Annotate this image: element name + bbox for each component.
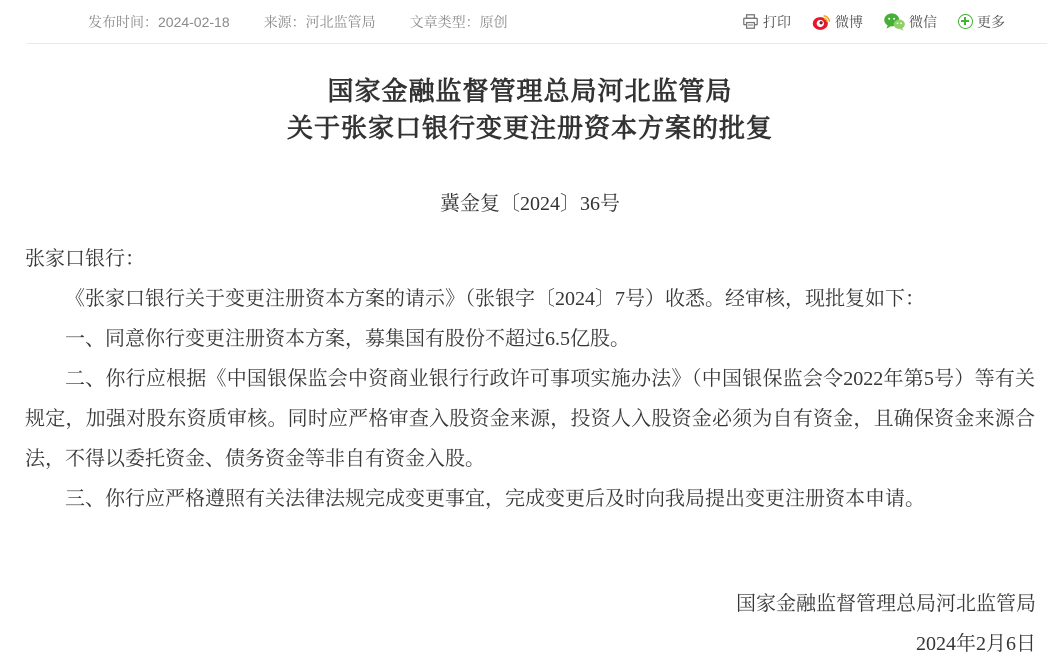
share-toolbar [742, 12, 1047, 32]
share-wechat-button[interactable] [884, 12, 937, 32]
paragraph-intro: 《张家口银行关于变更注册资本方案的请示》（张银字〔2024〕7号）收悉。经审核，现批复如下： [65, 288, 925, 310]
document-title-line2: 关于张家口银行变更注册资本方案的批复 [286, 113, 773, 143]
paragraph-item-2: 二、你行应根据《中国银保监会中资商业银行行政许可事项实施办法》（中国银保监会令2022年第5号）等有关规定，加强对股东资质审核。同时应严格审查入股资金来源，投资人入股资金必须为自有资金，且确保资金来源合法，不得以委托资金、债务资金等非自有资金入股。 [25, 368, 1035, 470]
document-title-line1: 国家金融监督管理总局河北监管局 [327, 76, 733, 106]
print-button[interactable] [742, 12, 791, 32]
document-body [0, 239, 1060, 519]
print-label: 打印 [763, 13, 791, 30]
document-title [0, 73, 1060, 147]
signature-authority: 国家金融监督管理总局河北监管局 [736, 593, 1036, 615]
weibo-label: 微博 [835, 13, 863, 30]
printer-icon [742, 13, 759, 30]
meta-info [27, 12, 508, 32]
publish-time-value: 2024-02-18 [158, 13, 230, 30]
signature-block [0, 589, 1060, 659]
plus-circle-icon [958, 14, 973, 29]
salutation: 张家口银行： [25, 248, 145, 270]
publish-time [88, 12, 230, 32]
weibo-icon [812, 12, 831, 31]
article-meta-bar [27, 0, 1047, 44]
article-type-value: 原创 [479, 13, 508, 30]
wechat-label: 微信 [909, 13, 937, 30]
document-number: 冀金复〔2024〕36号 [440, 193, 620, 215]
article-type-label: 文章类型： [409, 13, 480, 30]
share-weibo-button[interactable] [812, 12, 863, 32]
more-label: 更多 [977, 13, 1005, 30]
publish-time-label: 发布时间： [88, 13, 158, 30]
signature-date: 2024年2月6日 [916, 633, 1036, 655]
source [264, 12, 376, 32]
source-label: 来源： [263, 13, 306, 30]
paragraph-item-1: 一、同意你行变更注册资本方案，募集国有股份不超过6.5亿股。 [65, 328, 630, 350]
paragraph-item-3: 三、你行应严格遵照有关法律法规完成变更事宜，完成变更后及时向我局提出变更注册资本申请。 [65, 488, 925, 510]
wechat-icon [884, 12, 905, 31]
article-type [410, 12, 508, 32]
more-share-button[interactable] [958, 12, 1005, 32]
source-value: 河北监管局 [305, 13, 376, 30]
